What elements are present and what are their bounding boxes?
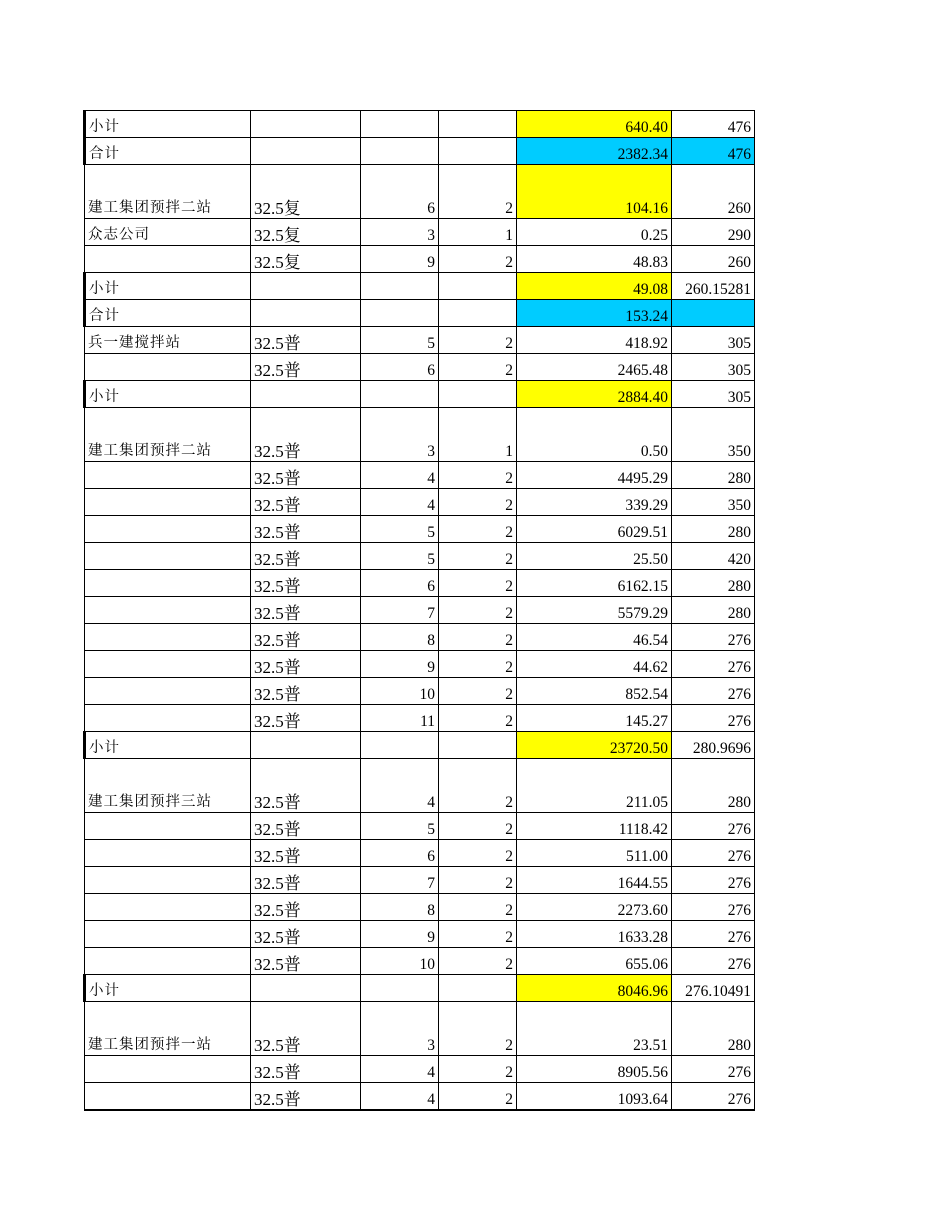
price-cell[interactable]: 280: [672, 1002, 755, 1056]
amount-cell[interactable]: 852.54: [517, 678, 672, 705]
table-row: [85, 516, 755, 543]
month-cell[interactable]: 10: [361, 678, 439, 705]
price-cell[interactable]: 280: [672, 516, 755, 543]
cement-grade-cell[interactable]: [251, 273, 361, 300]
count-cell[interactable]: 2: [439, 921, 517, 948]
table-row: [85, 759, 755, 813]
price-cell[interactable]: 280: [672, 759, 755, 813]
count-cell[interactable]: 2: [439, 165, 517, 219]
count-cell[interactable]: [439, 975, 517, 1002]
table-row: [85, 111, 755, 138]
table-row: [85, 408, 755, 462]
count-cell[interactable]: 2: [439, 894, 517, 921]
table-row: [85, 273, 755, 300]
amount-cell[interactable]: 104.16: [517, 165, 672, 219]
table-row: [85, 813, 755, 840]
month-cell[interactable]: 3: [361, 408, 439, 462]
month-cell[interactable]: 5: [361, 543, 439, 570]
station-name-cell[interactable]: 建工集团预拌一站: [85, 1002, 251, 1056]
amount-cell[interactable]: 44.62: [517, 651, 672, 678]
amount-cell[interactable]: 2382.34: [517, 138, 672, 165]
price-cell[interactable]: 276: [672, 1083, 755, 1111]
count-cell[interactable]: 2: [439, 1056, 517, 1083]
month-cell[interactable]: [361, 138, 439, 165]
station-name-cell[interactable]: [85, 354, 251, 381]
cement-grade-cell[interactable]: 32.5普: [251, 894, 361, 921]
amount-cell[interactable]: 2884.40: [517, 381, 672, 408]
table-row: [85, 975, 755, 1002]
station-name-cell[interactable]: 建工集团预拌二站: [85, 408, 251, 462]
month-cell[interactable]: 8: [361, 894, 439, 921]
month-cell[interactable]: 6: [361, 570, 439, 597]
price-cell[interactable]: 280.9696: [672, 732, 755, 759]
price-cell[interactable]: 276.10491: [672, 975, 755, 1002]
station-name-cell[interactable]: 建工集团预拌三站: [85, 759, 251, 813]
cement-grade-cell[interactable]: 32.5普: [251, 840, 361, 867]
cement-grade-cell[interactable]: 32.5普: [251, 543, 361, 570]
price-cell[interactable]: 260: [672, 246, 755, 273]
table-row: [85, 543, 755, 570]
month-cell[interactable]: 7: [361, 597, 439, 624]
cement-grade-cell[interactable]: [251, 381, 361, 408]
month-cell[interactable]: 4: [361, 1083, 439, 1111]
table-row: [85, 624, 755, 651]
count-cell[interactable]: 2: [439, 543, 517, 570]
count-cell[interactable]: 1: [439, 408, 517, 462]
station-name-cell[interactable]: 兵一建搅拌站: [85, 327, 251, 354]
price-cell[interactable]: 280: [672, 462, 755, 489]
station-name-cell[interactable]: [85, 948, 251, 975]
station-name-cell[interactable]: [85, 867, 251, 894]
station-name-cell[interactable]: 合计: [85, 300, 251, 327]
price-cell[interactable]: 260.15281: [672, 273, 755, 300]
price-cell[interactable]: 260: [672, 165, 755, 219]
station-name-cell[interactable]: 合计: [85, 138, 251, 165]
amount-cell[interactable]: 25.50: [517, 543, 672, 570]
amount-cell[interactable]: 5579.29: [517, 597, 672, 624]
table-row: [85, 948, 755, 975]
month-cell[interactable]: 11: [361, 705, 439, 732]
spreadsheet-table: [83, 110, 755, 1111]
price-cell[interactable]: 305: [672, 381, 755, 408]
cement-grade-cell[interactable]: [251, 300, 361, 327]
station-name-cell[interactable]: [85, 246, 251, 273]
amount-cell[interactable]: 1118.42: [517, 813, 672, 840]
station-name-cell[interactable]: [85, 651, 251, 678]
table-row: [85, 1002, 755, 1056]
month-cell[interactable]: 6: [361, 840, 439, 867]
amount-cell[interactable]: 1644.55: [517, 867, 672, 894]
price-cell[interactable]: 276: [672, 867, 755, 894]
table-row: [85, 219, 755, 246]
table-row: [85, 678, 755, 705]
amount-cell[interactable]: 339.29: [517, 489, 672, 516]
month-cell[interactable]: 4: [361, 759, 439, 813]
station-name-cell[interactable]: [85, 1056, 251, 1083]
table-row: [85, 570, 755, 597]
cement-grade-cell[interactable]: 32.5普: [251, 624, 361, 651]
table-row: [85, 354, 755, 381]
month-cell[interactable]: [361, 273, 439, 300]
table-row: [85, 705, 755, 732]
cement-grade-cell[interactable]: 32.5普: [251, 1083, 361, 1111]
price-cell[interactable]: 276: [672, 678, 755, 705]
table-row: [85, 1056, 755, 1083]
station-name-cell[interactable]: [85, 597, 251, 624]
amount-cell[interactable]: 0.50: [517, 408, 672, 462]
price-cell[interactable]: 350: [672, 408, 755, 462]
amount-cell[interactable]: 145.27: [517, 705, 672, 732]
station-name-cell[interactable]: [85, 678, 251, 705]
amount-cell[interactable]: 2465.48: [517, 354, 672, 381]
cement-grade-cell[interactable]: 32.5普: [251, 678, 361, 705]
cement-grade-cell[interactable]: 32.5普: [251, 408, 361, 462]
cement-grade-cell[interactable]: 32.5普: [251, 1056, 361, 1083]
station-name-cell[interactable]: 建工集团预拌二站: [85, 165, 251, 219]
amount-cell[interactable]: 640.40: [517, 111, 672, 138]
count-cell[interactable]: [439, 732, 517, 759]
month-cell[interactable]: 7: [361, 867, 439, 894]
cement-grade-cell[interactable]: 32.5普: [251, 570, 361, 597]
station-name-cell[interactable]: 小计: [85, 732, 251, 759]
table-row: [85, 381, 755, 408]
count-cell[interactable]: 2: [439, 1002, 517, 1056]
month-cell[interactable]: [361, 732, 439, 759]
cement-grade-cell[interactable]: 32.5普: [251, 759, 361, 813]
month-cell[interactable]: 4: [361, 1056, 439, 1083]
cement-grade-cell[interactable]: 32.5普: [251, 813, 361, 840]
table-row: [85, 840, 755, 867]
count-cell[interactable]: [439, 300, 517, 327]
price-cell[interactable]: 276: [672, 813, 755, 840]
station-name-cell[interactable]: [85, 489, 251, 516]
month-cell[interactable]: 5: [361, 516, 439, 543]
month-cell[interactable]: [361, 381, 439, 408]
month-cell[interactable]: 6: [361, 165, 439, 219]
count-cell[interactable]: 2: [439, 597, 517, 624]
station-name-cell[interactable]: [85, 570, 251, 597]
amount-cell[interactable]: 2273.60: [517, 894, 672, 921]
cement-grade-cell[interactable]: 32.5普: [251, 705, 361, 732]
amount-cell[interactable]: 23720.50: [517, 732, 672, 759]
count-cell[interactable]: [439, 138, 517, 165]
price-cell[interactable]: 276: [672, 705, 755, 732]
station-name-cell[interactable]: 众志公司: [85, 219, 251, 246]
count-cell[interactable]: 2: [439, 354, 517, 381]
amount-cell[interactable]: 153.24: [517, 300, 672, 327]
amount-cell[interactable]: 48.83: [517, 246, 672, 273]
cement-grade-cell[interactable]: [251, 138, 361, 165]
table-row: [85, 597, 755, 624]
station-name-cell[interactable]: [85, 921, 251, 948]
station-name-cell[interactable]: 小计: [85, 381, 251, 408]
price-cell[interactable]: 305: [672, 327, 755, 354]
table-row: [85, 489, 755, 516]
price-cell[interactable]: 280: [672, 597, 755, 624]
price-cell[interactable]: 276: [672, 894, 755, 921]
price-cell[interactable]: 276: [672, 948, 755, 975]
amount-cell[interactable]: 655.06: [517, 948, 672, 975]
cement-grade-cell[interactable]: 32.5普: [251, 462, 361, 489]
table-row: [85, 1083, 755, 1111]
cement-grade-cell[interactable]: 32.5普: [251, 1002, 361, 1056]
cement-grade-cell[interactable]: 32.5复: [251, 219, 361, 246]
cement-grade-cell[interactable]: 32.5普: [251, 489, 361, 516]
count-cell[interactable]: 2: [439, 570, 517, 597]
price-cell[interactable]: 420: [672, 543, 755, 570]
month-cell[interactable]: 4: [361, 462, 439, 489]
station-name-cell[interactable]: [85, 840, 251, 867]
count-cell[interactable]: [439, 111, 517, 138]
cement-grade-cell[interactable]: 32.5复: [251, 246, 361, 273]
count-cell[interactable]: 2: [439, 948, 517, 975]
price-cell[interactable]: 280: [672, 570, 755, 597]
spreadsheet-body: [85, 111, 755, 1111]
table-row: [85, 894, 755, 921]
table-row: [85, 921, 755, 948]
month-cell[interactable]: 9: [361, 651, 439, 678]
cement-grade-cell[interactable]: 32.5普: [251, 354, 361, 381]
station-name-cell[interactable]: [85, 813, 251, 840]
cement-grade-cell[interactable]: 32.5普: [251, 327, 361, 354]
price-cell[interactable]: 276: [672, 651, 755, 678]
count-cell[interactable]: 2: [439, 759, 517, 813]
count-cell[interactable]: 2: [439, 1083, 517, 1111]
amount-cell[interactable]: 6029.51: [517, 516, 672, 543]
amount-cell[interactable]: 6162.15: [517, 570, 672, 597]
station-name-cell[interactable]: [85, 624, 251, 651]
count-cell[interactable]: 2: [439, 516, 517, 543]
amount-cell[interactable]: 0.25: [517, 219, 672, 246]
amount-cell[interactable]: 211.05: [517, 759, 672, 813]
station-name-cell[interactable]: 小计: [85, 111, 251, 138]
amount-cell[interactable]: 23.51: [517, 1002, 672, 1056]
station-name-cell[interactable]: [85, 543, 251, 570]
month-cell[interactable]: 5: [361, 813, 439, 840]
month-cell[interactable]: 4: [361, 489, 439, 516]
amount-cell[interactable]: 46.54: [517, 624, 672, 651]
amount-cell[interactable]: 1093.64: [517, 1083, 672, 1111]
table-row: [85, 867, 755, 894]
table-row: [85, 138, 755, 165]
price-cell[interactable]: 476: [672, 138, 755, 165]
cement-grade-cell[interactable]: 32.5普: [251, 597, 361, 624]
month-cell[interactable]: 6: [361, 354, 439, 381]
amount-cell[interactable]: 8046.96: [517, 975, 672, 1002]
price-cell[interactable]: 276: [672, 840, 755, 867]
count-cell[interactable]: 2: [439, 462, 517, 489]
cement-grade-cell[interactable]: 32.5普: [251, 651, 361, 678]
price-cell[interactable]: 276: [672, 624, 755, 651]
count-cell[interactable]: [439, 381, 517, 408]
count-cell[interactable]: 2: [439, 489, 517, 516]
cement-grade-cell[interactable]: 32.5复: [251, 165, 361, 219]
amount-cell[interactable]: 511.00: [517, 840, 672, 867]
price-cell[interactable]: 276: [672, 1056, 755, 1083]
cement-grade-cell[interactable]: [251, 732, 361, 759]
amount-cell[interactable]: 49.08: [517, 273, 672, 300]
station-name-cell[interactable]: [85, 705, 251, 732]
month-cell[interactable]: 3: [361, 219, 439, 246]
month-cell[interactable]: 9: [361, 246, 439, 273]
count-cell[interactable]: 2: [439, 624, 517, 651]
price-cell[interactable]: 305: [672, 354, 755, 381]
table-row: [85, 462, 755, 489]
table-row: [85, 165, 755, 219]
month-cell[interactable]: [361, 975, 439, 1002]
table-row: [85, 300, 755, 327]
month-cell[interactable]: 10: [361, 948, 439, 975]
month-cell[interactable]: [361, 111, 439, 138]
count-cell[interactable]: 2: [439, 840, 517, 867]
station-name-cell[interactable]: [85, 462, 251, 489]
cement-grade-cell[interactable]: 32.5普: [251, 948, 361, 975]
station-name-cell[interactable]: 小计: [85, 975, 251, 1002]
month-cell[interactable]: 3: [361, 1002, 439, 1056]
count-cell[interactable]: 2: [439, 651, 517, 678]
count-cell[interactable]: 1: [439, 219, 517, 246]
count-cell[interactable]: 2: [439, 867, 517, 894]
price-cell[interactable]: 476: [672, 111, 755, 138]
station-name-cell[interactable]: [85, 1083, 251, 1111]
count-cell[interactable]: [439, 273, 517, 300]
station-name-cell[interactable]: 小计: [85, 273, 251, 300]
count-cell[interactable]: 2: [439, 678, 517, 705]
count-cell[interactable]: 2: [439, 813, 517, 840]
cement-grade-cell[interactable]: 32.5普: [251, 921, 361, 948]
table-row: [85, 732, 755, 759]
count-cell[interactable]: 2: [439, 705, 517, 732]
month-cell[interactable]: 9: [361, 921, 439, 948]
cement-grade-cell[interactable]: 32.5普: [251, 516, 361, 543]
table-row: [85, 246, 755, 273]
station-name-cell[interactable]: [85, 894, 251, 921]
table-row: [85, 327, 755, 354]
price-cell[interactable]: [672, 300, 755, 327]
price-cell[interactable]: 350: [672, 489, 755, 516]
price-cell[interactable]: 276: [672, 921, 755, 948]
amount-cell[interactable]: 8905.56: [517, 1056, 672, 1083]
cement-grade-cell[interactable]: [251, 111, 361, 138]
price-cell[interactable]: 290: [672, 219, 755, 246]
amount-cell[interactable]: 418.92: [517, 327, 672, 354]
station-name-cell[interactable]: [85, 516, 251, 543]
count-cell[interactable]: 2: [439, 327, 517, 354]
amount-cell[interactable]: 1633.28: [517, 921, 672, 948]
cement-grade-cell[interactable]: 32.5普: [251, 867, 361, 894]
month-cell[interactable]: 5: [361, 327, 439, 354]
cement-grade-cell[interactable]: [251, 975, 361, 1002]
amount-cell[interactable]: 4495.29: [517, 462, 672, 489]
count-cell[interactable]: 2: [439, 246, 517, 273]
month-cell[interactable]: 8: [361, 624, 439, 651]
month-cell[interactable]: [361, 300, 439, 327]
table-row: [85, 651, 755, 678]
